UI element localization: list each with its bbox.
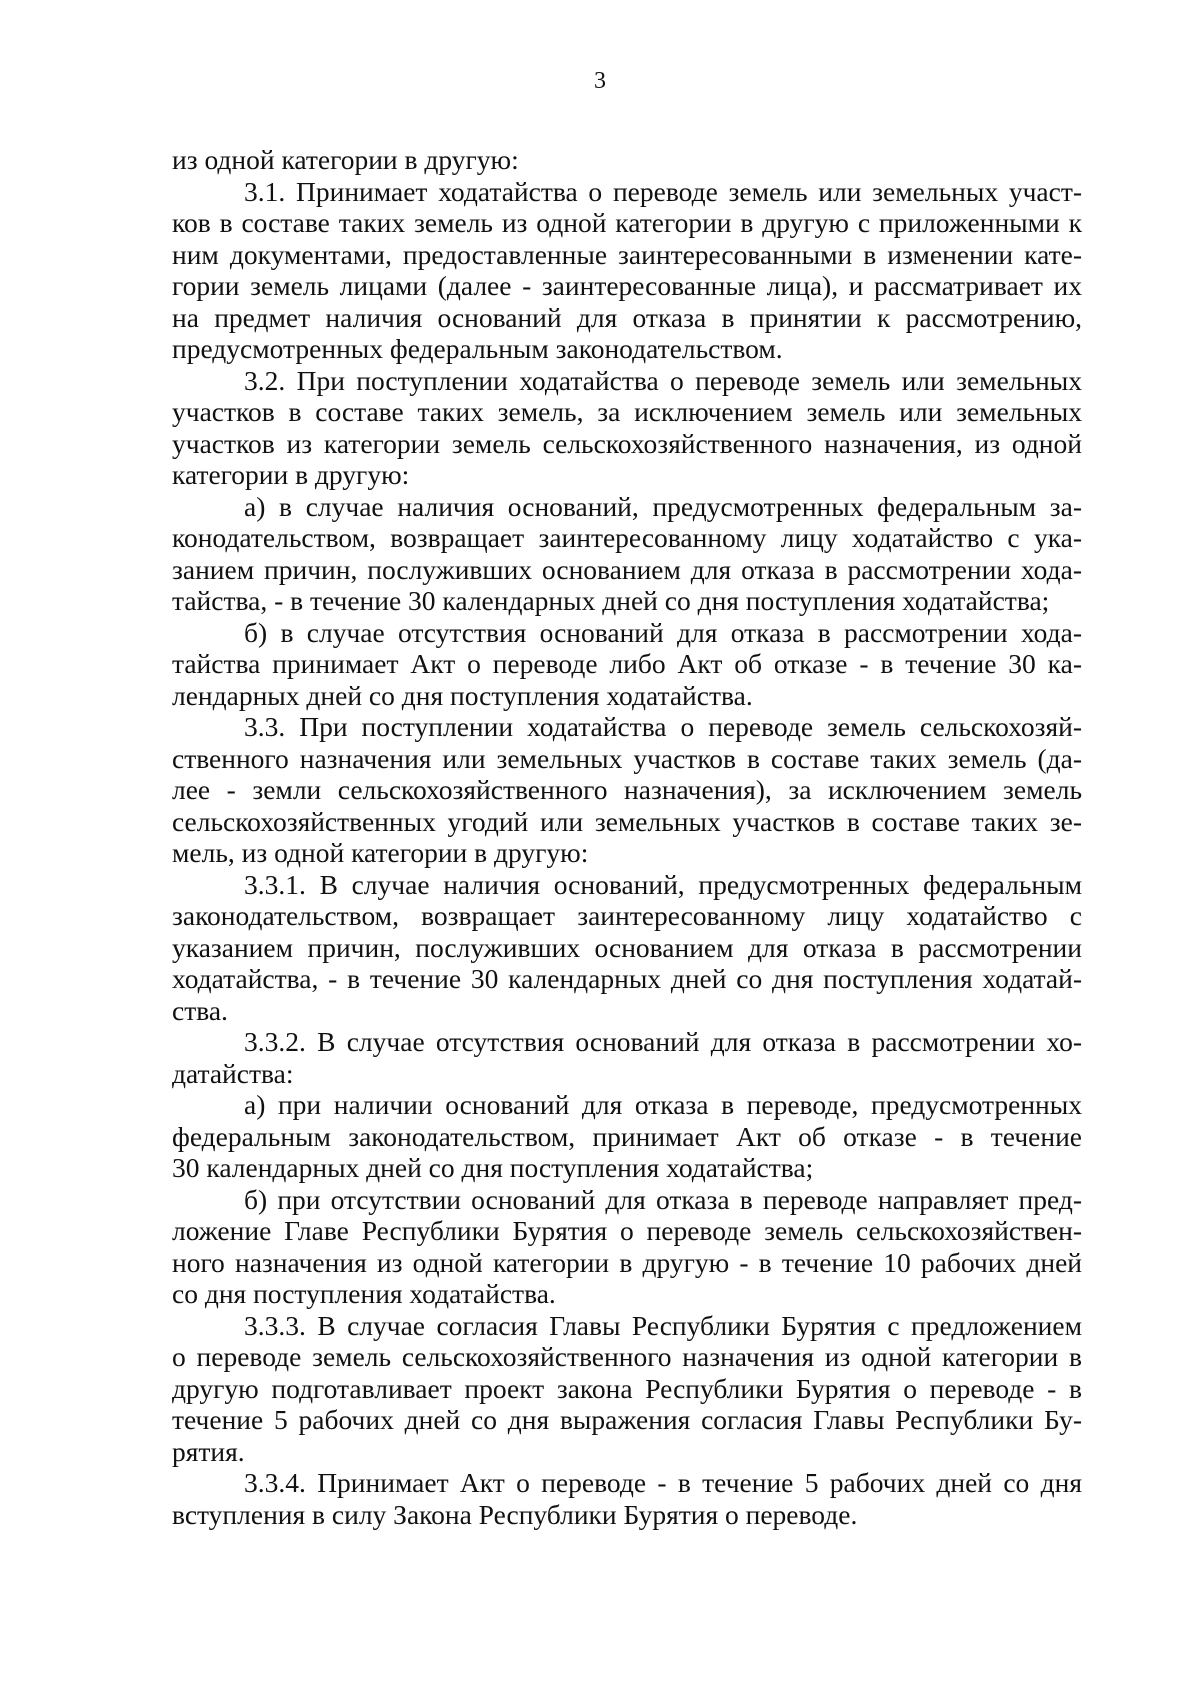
text-line: вступления в силу Закона Республики Бурятия о переводе. [172, 1498, 858, 1530]
page-number: 3 [594, 68, 606, 94]
paragraph [172, 1184, 1082, 1310]
paragraph [172, 1089, 1082, 1184]
text-line: 3.2. При поступлении ходатайства о переводе земель или земельных [244, 364, 1082, 396]
text-line: 30 календарных дней со дня поступления ходатайства; [172, 1152, 814, 1183]
text-line: лендарных дней со дня поступления ходатайства. [172, 679, 753, 711]
text-line: предусмотренных федеральным законодательством. [172, 333, 783, 364]
text-line: со дня поступления ходатайства. [172, 1278, 556, 1309]
text-line: сельскохозяйственных угодий или земельных участков в составе таких зе- [172, 805, 1082, 837]
text-line: ним документами, предоставленные заинтересованными в изменении кате- [172, 238, 1082, 270]
paragraph [172, 144, 1082, 176]
paragraph [172, 491, 1082, 617]
text-line: лее - земли сельскохозяйственного назначения), за исключением земель [172, 774, 1082, 805]
text-line: участков из категории земель сельскохозяйственного назначения, из одной [172, 427, 1082, 459]
text-line: законодательством, возвращает заинтересованному лицу ходатайство с [172, 900, 1082, 931]
paragraph [172, 711, 1082, 869]
text-line: указанием причин, послуживших основанием для отказа в рассмотрении [172, 931, 1082, 963]
text-line: тайства принимает Акт о переводе либо Акт об отказе - в течение 30 ка- [172, 648, 1082, 679]
text-line: ного назначения из одной категории в другую - в течение 10 рабочих дней [172, 1246, 1082, 1278]
text-line: на предмет наличия оснований для отказа в принятии к рассмотрению, [172, 301, 1082, 333]
text-line: ственного назначения или земельных участков в составе таких земель (да- [172, 742, 1082, 774]
text-line: 3.3.2. В случае отсутствия оснований для отказа в рассмотрении хо- [244, 1026, 1082, 1057]
text-line: б) при отсутствии оснований для отказа в переводе направляет пред- [244, 1183, 1082, 1215]
text-line: течение 5 рабочих дней со дня выражения согласия Главы Республики Бу- [172, 1404, 1082, 1435]
paragraph [172, 365, 1082, 491]
text-line: а) при наличии оснований для отказа в переводе, предусмотренных [244, 1089, 1082, 1120]
text-line: 3.3.3. В случае согласия Главы Республики Бурятия с предложением [244, 1309, 1082, 1341]
document-body [172, 144, 1082, 1530]
text-line: ходатайства, - в течение 30 календарных дней со дня поступления ходатай- [172, 963, 1082, 994]
text-line: ложение Главе Республики Бурятия о переводе земель сельскохозяйствен- [172, 1215, 1082, 1246]
text-line: тайства, - в течение 30 календарных дней со дня поступления ходатайства; [172, 585, 1050, 616]
text-line: занием причин, послуживших основанием для отказа в рассмотрении хода- [172, 553, 1082, 585]
text-line: другую подготавливает проект закона Республики Бурятия о переводе - в [172, 1372, 1082, 1404]
text-line: федеральным законодательством, принимает Акт об отказе - в течение [172, 1120, 1082, 1152]
paragraph [172, 617, 1082, 712]
text-line: 3.3.1. В случае наличия оснований, предусмотренных федеральным [244, 868, 1082, 900]
text-line: из одной категории в другую: [172, 144, 519, 175]
text-line: о переводе земель сельскохозяйственного назначения из одной категории в [172, 1341, 1082, 1372]
text-line: б) в случае отсутствия оснований для отказа в рассмотрении хода- [244, 616, 1082, 648]
text-line: рятия. [172, 1435, 245, 1467]
text-line: конодательством, возвращает заинтересованному лицу ходатайство с ука- [172, 522, 1082, 553]
text-line: мель, из одной категории в другую: [172, 837, 589, 868]
paragraph [172, 1467, 1082, 1530]
text-line: категории в другую: [172, 459, 410, 490]
text-line: 3.1. Принимает ходатайства о переводе земель или земельных участ- [244, 175, 1082, 207]
paragraph [172, 1026, 1082, 1089]
text-line: а) в случае наличия оснований, предусмотренных федеральным за- [244, 490, 1082, 522]
paragraph [172, 869, 1082, 1027]
text-line: ства. [172, 994, 228, 1026]
text-line: 3.3.4. Принимает Акт о переводе - в течение 5 рабочих дней со дня [244, 1467, 1082, 1498]
text-line: участков в составе таких земель, за исключением земель или земельных [172, 396, 1082, 427]
text-line: ков в составе таких земель из одной категории в другую с приложенными к [172, 207, 1082, 238]
paragraph [172, 1310, 1082, 1468]
paragraph [172, 176, 1082, 365]
text-line: датайства: [172, 1057, 294, 1089]
text-line: 3.3. При поступлении ходатайства о переводе земель сельскохозяй- [244, 711, 1082, 742]
text-line: гории земель лицами (далее - заинтересованные лица), и рассматривает их [172, 270, 1082, 301]
